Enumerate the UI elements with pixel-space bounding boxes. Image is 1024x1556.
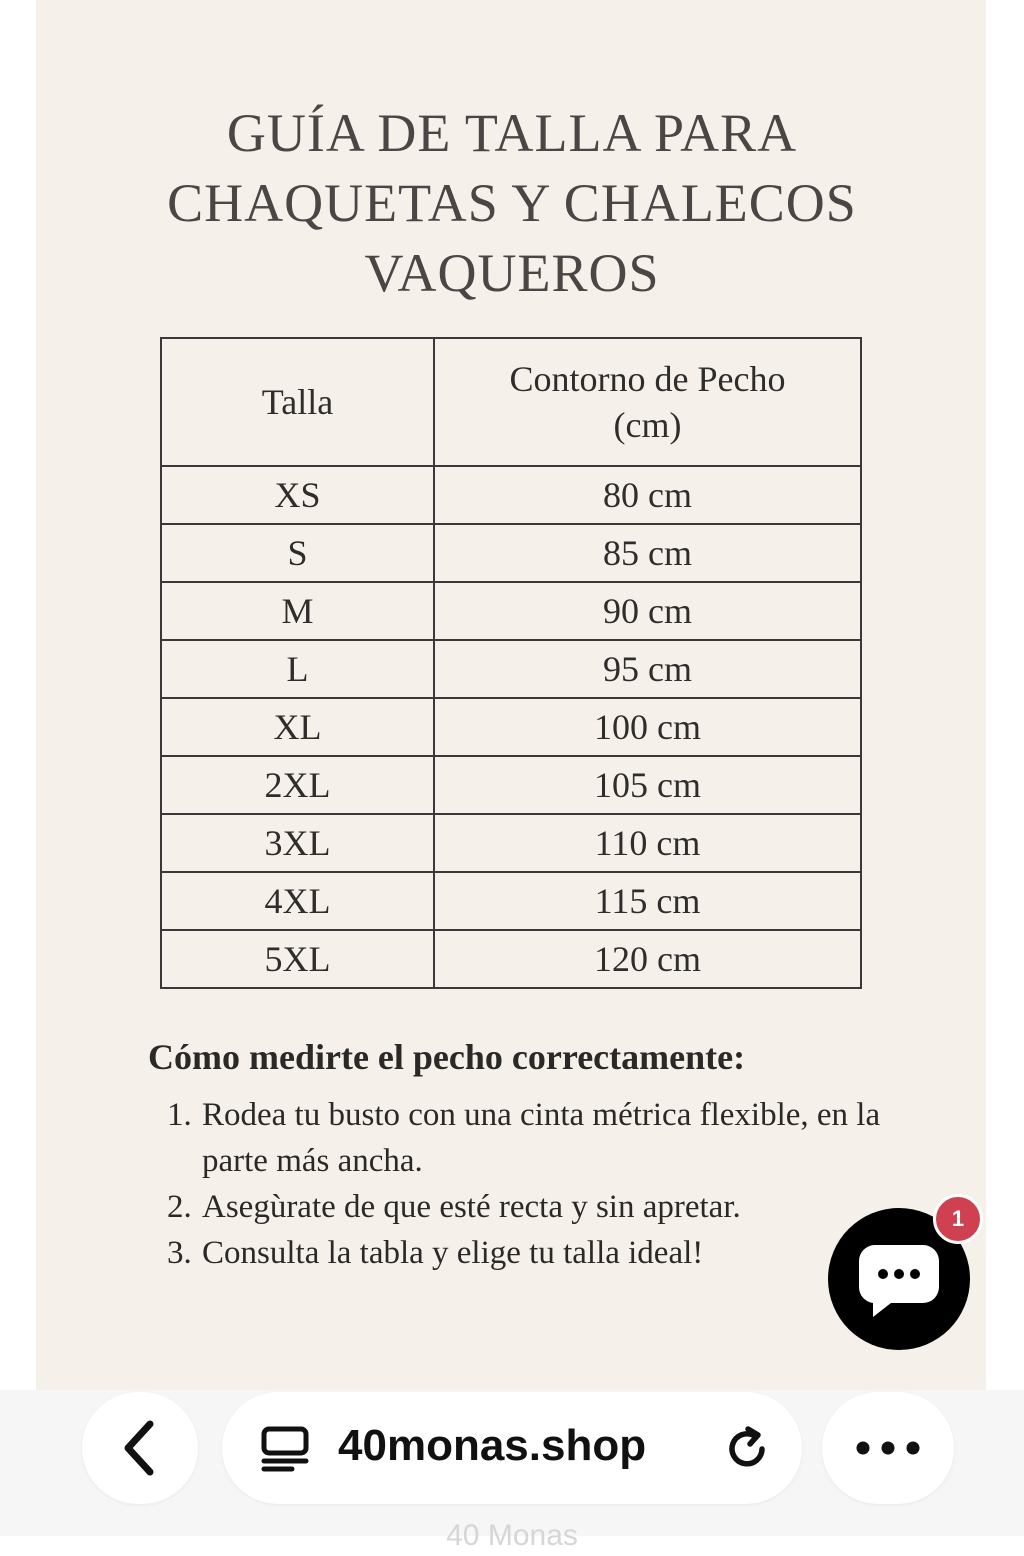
title-line: VAQUEROS [364, 243, 660, 303]
column-header-chest-label: Contorno de Pecho [509, 359, 786, 399]
chest-cell: 95 cm [434, 640, 861, 698]
column-header-chest-unit: (cm) [613, 405, 682, 445]
table-row [161, 872, 861, 930]
size-cell: M [161, 582, 434, 640]
instructions-list [148, 1092, 908, 1276]
title-line: CHAQUETAS Y CHALECOS [167, 173, 857, 233]
chest-cell: 100 cm [434, 698, 861, 756]
table-row [161, 756, 861, 814]
chest-cell: 115 cm [434, 872, 861, 930]
reload-icon[interactable] [722, 1424, 772, 1474]
size-cell: S [161, 524, 434, 582]
instructions-heading: Cómo medirte el pecho correctamente: [148, 1037, 746, 1077]
table-row [161, 524, 861, 582]
page-title [0, 98, 1024, 308]
chest-cell: 120 cm [434, 930, 861, 988]
size-cell: 5XL [161, 930, 434, 988]
table-row [161, 582, 861, 640]
column-header-size: Talla [161, 338, 434, 466]
chest-cell: 105 cm [434, 756, 861, 814]
size-cell: L [161, 640, 434, 698]
page-info-icon [258, 1426, 312, 1472]
size-cell: 2XL [161, 756, 434, 814]
more-horizontal-icon [853, 1438, 923, 1458]
url-domain: 40monas.shop [338, 1421, 647, 1470]
size-cell: XS [161, 466, 434, 524]
column-header-chest [434, 338, 861, 466]
chest-cell: 110 cm [434, 814, 861, 872]
size-cell: 3XL [161, 814, 434, 872]
instruction-step: 2. Asegùrate de que esté recta y sin apretar. [200, 1184, 908, 1230]
more-options-button[interactable] [822, 1392, 954, 1504]
address-bar[interactable] [222, 1392, 802, 1504]
notification-badge: 1 [933, 1194, 983, 1244]
page-footer-peek: 40 Monas [446, 1519, 578, 1552]
chat-bubble-icon [853, 1233, 945, 1325]
table-row [161, 698, 861, 756]
chest-cell: 90 cm [434, 582, 861, 640]
size-table [160, 337, 862, 989]
table-row [161, 930, 861, 988]
table-header-row [161, 338, 861, 466]
size-cell: 4XL [161, 872, 434, 930]
table-row [161, 640, 861, 698]
size-cell: XL [161, 698, 434, 756]
title-line: GUÍA DE TALLA PARA [226, 103, 798, 163]
chevron-left-icon [120, 1418, 160, 1478]
instruction-step: 3. Consulta la tabla y elige tu talla ideal! [200, 1230, 908, 1276]
table-row [161, 814, 861, 872]
back-button[interactable] [82, 1392, 198, 1504]
table-row [161, 466, 861, 524]
chest-cell: 85 cm [434, 524, 861, 582]
instruction-step: 1. Rodea tu busto con una cinta métrica flexible, en la parte más ancha. [200, 1092, 908, 1184]
chest-cell: 80 cm [434, 466, 861, 524]
measure-instructions [148, 1032, 908, 1276]
